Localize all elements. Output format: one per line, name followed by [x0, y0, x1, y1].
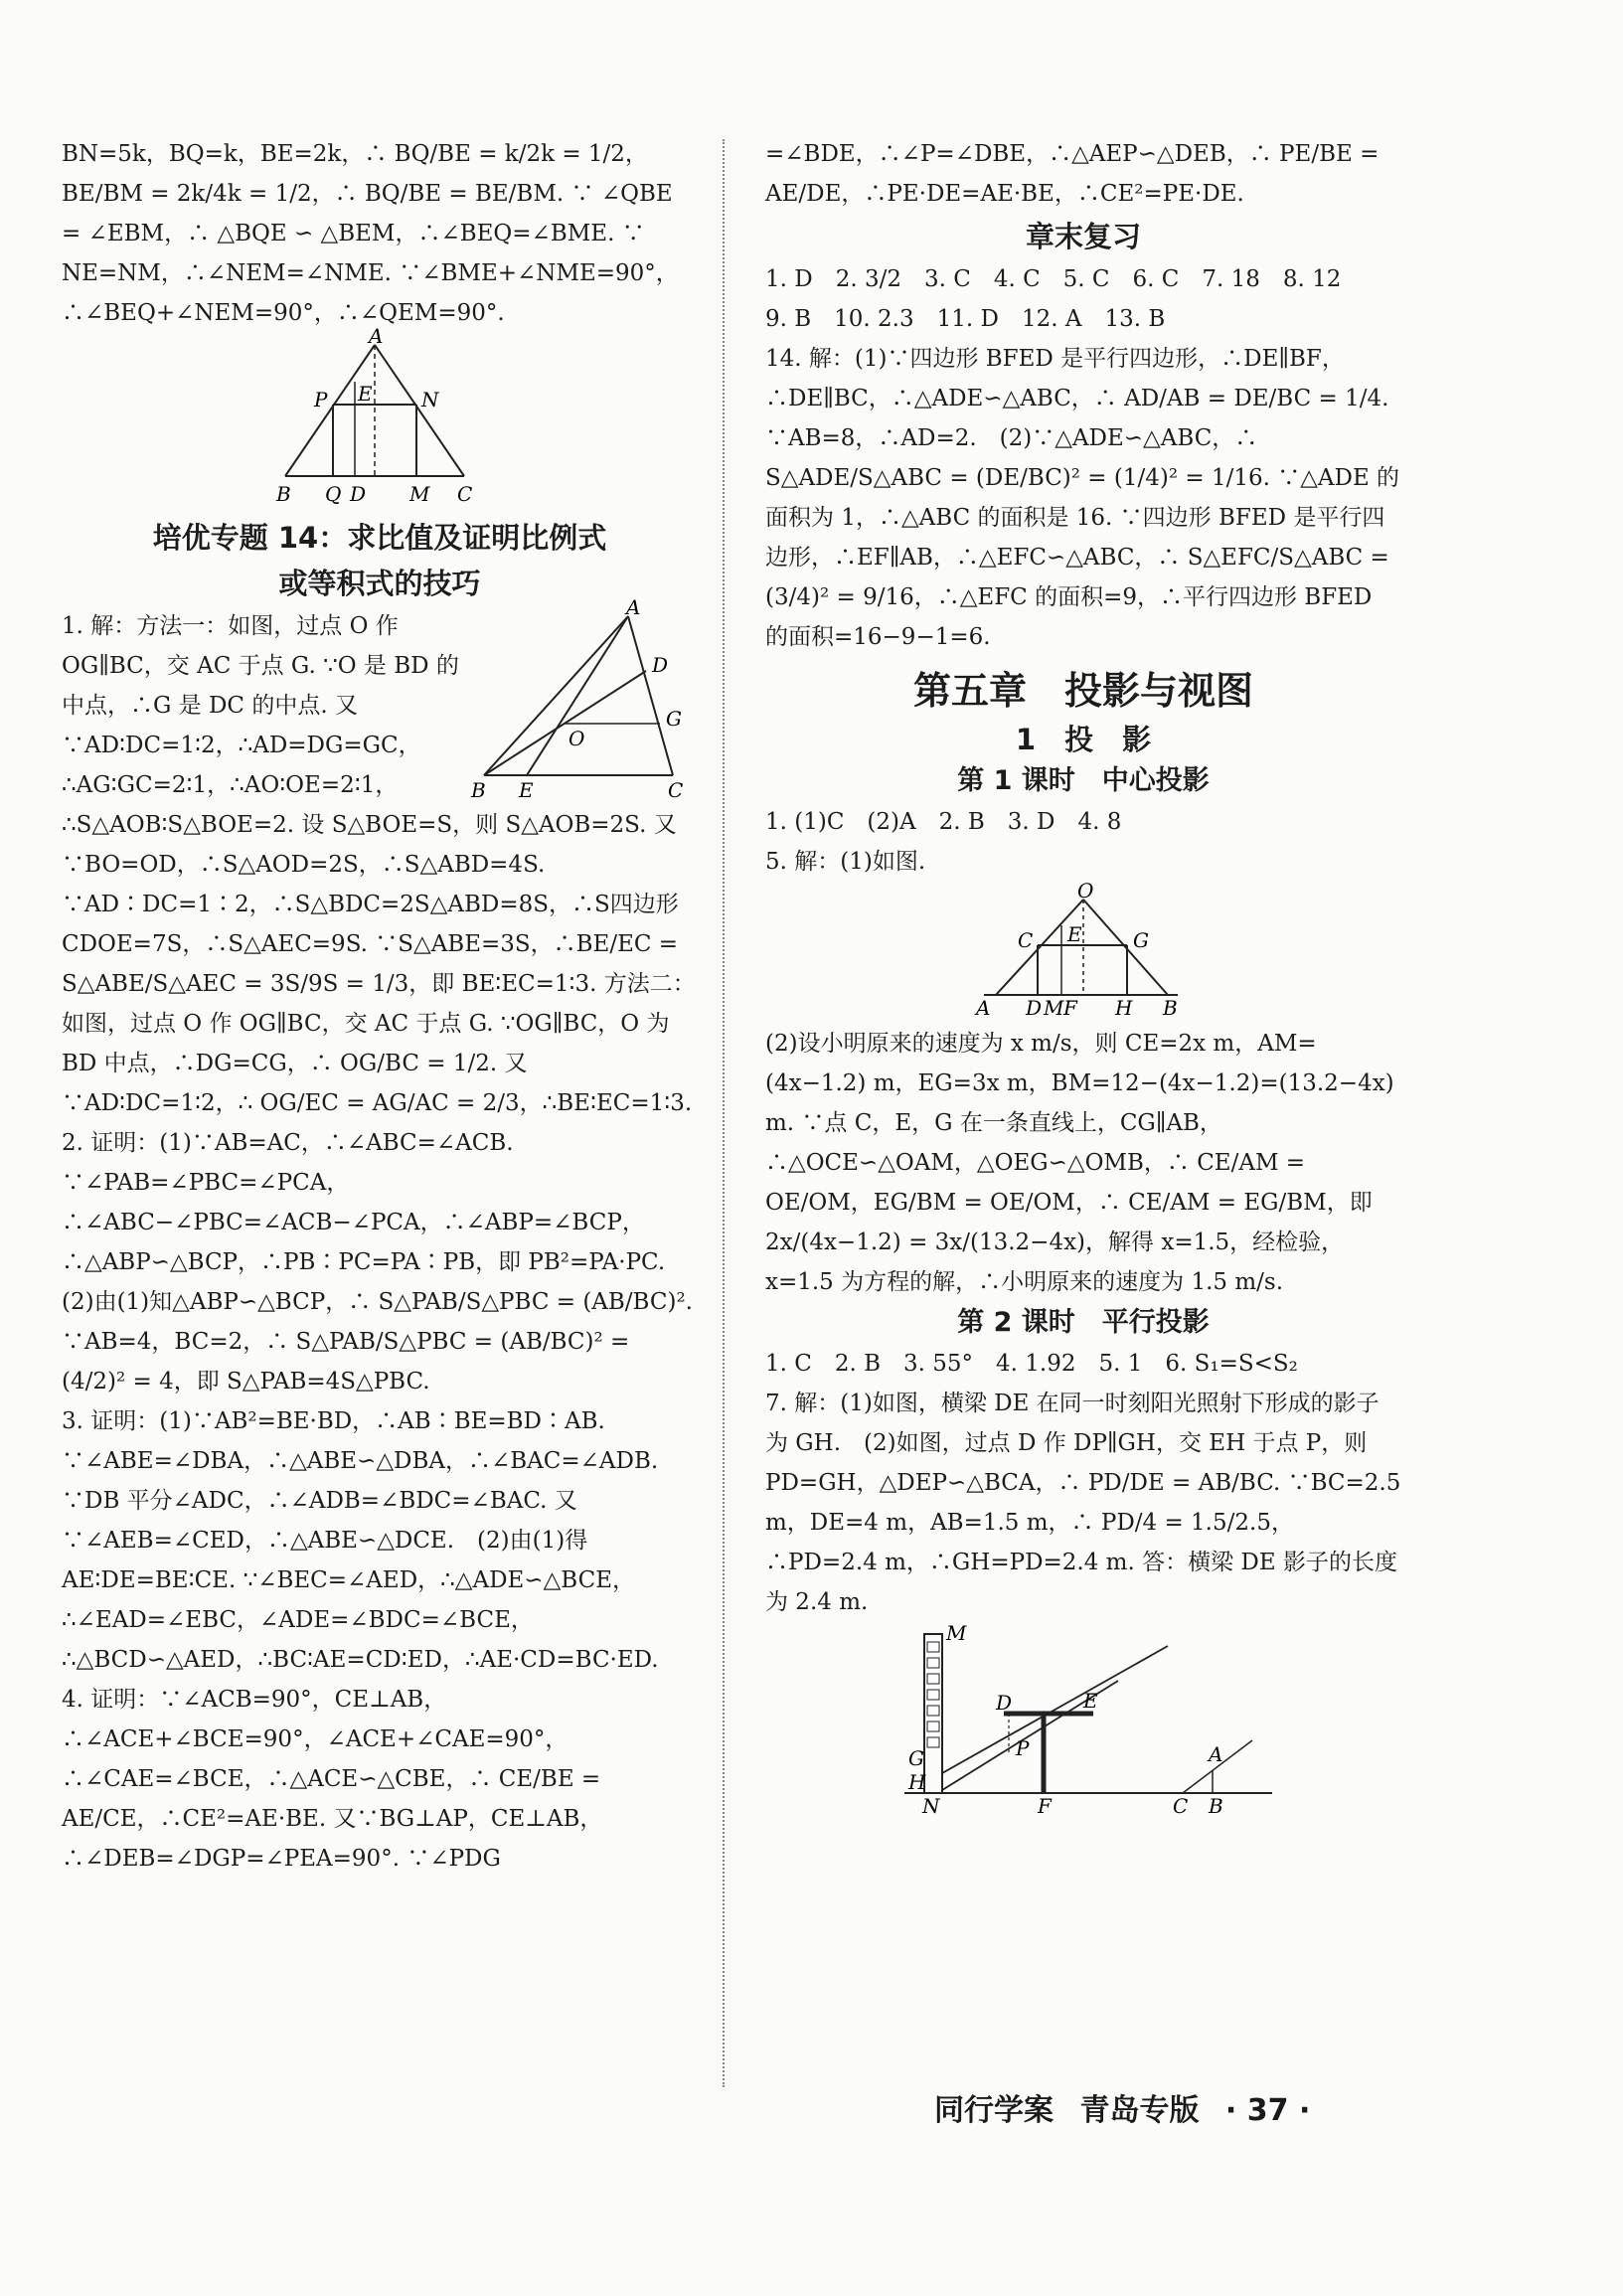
trapezoid-triangle-figure	[270, 324, 489, 511]
review-title: 章末复习	[1025, 220, 1141, 253]
section-title-line1: 培优专题 14：求比值及证明比例式	[152, 521, 607, 555]
question-1-text: 1. 解：方法一：如图，过点 O 作 OG∥BC，交 AC 于点 G. ∵O 是 BD 的中点，∴G 是 DC 的中点. 又∵AD∶DC=1∶2，∴AD=DG=GC，∴AG∶GC=2∶1，∴AO∶OE=2∶1，∴S△AOB∶S△BOE=2. 设 S△BOE=S，则 S△AOB=2S. 又∵BO=OD，∴S△AOD=2S，∴S△ABD=4S. ∵AD∶DC=1∶2，∴S△BDC=2S△ABD=8S，∴S四边形CDOE=7S，∴S△AEC=9S. ∵S△ABE=3S，∴BE/EC = S△ABE/S△AEC = 3S/9S = 1/3，即 BE∶EC=1∶3. 方法二：如图，过点 O 作 OG∥BC，交 AC 于点 G. ∵OG∥BC，O 为 BD 中点，∴DG=CG，∴ OG/BC = 1/2. 又∵AD∶DC=1∶2，∴ OG/EC = AG/AC = 2/3，∴BE∶EC=1∶3.	[62, 613, 696, 1116]
continued-solution-text: BN=5k，BQ=k，BE=2k，∴ BQ/BE = k/2k = 1/2，BE/BM = 2k/4k = 1/2，∴ BQ/BE = BE/BM. ∵ ∠QBE = ∠EBM，∴ △BQE ∽ △BEM，∴∠BEQ=∠BME. ∵ NE=NM，∴∠NEM=∠NME. ∵∠BME+∠NME=90°，∴∠BEQ+∠NEM=90°，∴∠QEM=90°.	[62, 141, 679, 326]
fig2-label: G	[666, 707, 682, 731]
fig3-label: B	[1163, 996, 1178, 1020]
fig2-label: B	[471, 778, 486, 802]
fig2-label: O	[568, 727, 585, 750]
fig3-label: E	[1067, 922, 1082, 946]
fig4-label: A	[1209, 1742, 1223, 1766]
fig3-label: F	[1063, 996, 1077, 1020]
fig1-label: E	[358, 382, 373, 406]
question-1-block	[62, 595, 698, 1123]
fig4-label: M	[946, 1621, 967, 1645]
question-3-text: 3. 证明：(1)∵AB²=BE·BD，∴AB∶BE=BD∶AB. ∵∠ABE=∠DBA，∴△ABE∽△DBA，∴∠BAC=∠ADB. ∵DB 平分∠ADC，∴∠ADB=∠BDC=∠BAC. 又∵∠AEB=∠CED，∴△ABE∽△DCE. (2)由(1)得 AE∶DE=BE∶CE. ∵∠BEC=∠AED，∴△ADE∽△BCE，∴∠EAD=∠EBC，∠ADE=∠BDC=∠BCE，∴△BCD∽△AED，∴BC∶AE=CD∶ED，∴AE·CD=BC·ED.	[62, 1408, 659, 1673]
section-title-line2: 或等积式的技巧	[278, 567, 481, 600]
fig4-label: F	[1038, 1794, 1052, 1818]
fig4-label: H	[908, 1770, 926, 1794]
fig2-label: C	[668, 778, 684, 802]
lesson-1-question-5a: 5. 解：(1)如图.	[765, 849, 926, 875]
fig4-label: D	[996, 1691, 1013, 1715]
review-answers-row-1: 1. D 2. 3/2 3. C 4. C 5. C 6. C 7. 18 8. 12	[765, 266, 1342, 292]
fig4-label: B	[1209, 1794, 1223, 1818]
lesson-2-title: 第 2 课时 平行投影	[957, 1307, 1210, 1338]
fig4-label: G	[908, 1746, 924, 1770]
review-answers-row-2: 9. B 10. 2.3 11. D 12. A 13. B	[765, 306, 1166, 332]
left-column	[62, 134, 698, 1879]
footer-brand: 同行学案	[934, 2093, 1054, 2128]
page-number: · 37 ·	[1224, 2093, 1311, 2128]
fig4-label: N	[922, 1794, 940, 1818]
fig1-label: A	[369, 324, 384, 348]
lesson-1-question-5b: (2)设小明原来的速度为 x m/s，则 CE=2x m，AM=(4x−1.2) m，EG=3x m，BM=12−(4x−1.2)=(13.2−4x) m. ∵点 C，E，G 在一条直线上，CG∥AB，∴△OCE∽△OAM，△OEG∽△OMB，∴ CE/AM = OE/OM，EG/BM = OE/OM，∴ CE/AM = EG/BM，即 2x/(4x−1.2) = 3x/(13.2−4x)，解得 x=1.5，经检验，x=1.5 为方程的解，∴小明原来的速度为 1.5 m/s.	[765, 1031, 1394, 1295]
fig1-label: Q	[325, 482, 342, 506]
lesson-1-answers: 1. (1)C (2)A 2. B 3. D 4. 8	[765, 809, 1122, 835]
page-footer	[934, 2085, 1326, 2129]
fig2-label: D	[652, 653, 669, 677]
column-divider	[723, 139, 725, 2087]
fig3-label: A	[976, 996, 991, 1020]
question-2-text: 2. 证明：(1)∵AB=AC，∴∠ABC=∠ACB. ∵∠PAB=∠PBC=∠PCA，∴∠ABC−∠PBC=∠ACB−∠PCA，∴∠ABP=∠BCP，∴△ABP∽△BCP，∴PB∶PC=PA∶PB，即 PB²=PA·PC. (2)由(1)知△ABP∽△BCP，∴ S△PAB/S△PBC = (AB/BC)². ∵AB=4，BC=2，∴ S△PAB/S△PBC = (AB/BC)² = (4/2)² = 4，即 S△PAB=4S△PBC.	[62, 1130, 693, 1394]
fig2-label: A	[626, 595, 641, 619]
fig3-label: G	[1133, 928, 1149, 952]
right-column	[765, 134, 1401, 1819]
lesson-2-answers: 1. C 2. B 3. 55° 4. 1.92 5. 1 6. S₁=S<S₂	[765, 1351, 1298, 1377]
fig1-label: C	[457, 482, 473, 506]
central-projection-figure	[974, 879, 1193, 1020]
fig1-label: B	[276, 482, 291, 506]
footer-edition: 青岛专版	[1079, 2093, 1200, 2128]
question-14-text: 14. 解：(1)∵四边形 BFED 是平行四边形，∴DE∥BF，∴DE∥BC，∴△ADE∽△ABC，∴ AD/AB = DE/BC = 1/4. ∵AB=8，∴AD=2. (2)∵△ADE∽△ABC，∴ S△ADE/S△ABC = (DE/BC)² = (1/4)² = 1/16. ∵△ADE 的面积为 1，∴△ABC 的面积是 16. ∵四边形 BFED 是平行四边形，∴EF∥AB，∴△EFC∽△ABC，∴ S△EFC/S△ABC = (3/4)² = 9/16，∴△EFC 的面积=9，∴平行四边形 BFED 的面积=16−9−1=6.	[765, 346, 1400, 650]
fig3-label: D	[1026, 996, 1043, 1020]
fig3-label: O	[1077, 879, 1094, 902]
fig3-label: C	[1018, 928, 1034, 952]
lesson-2-question-7: 7. 解：(1)如图，横梁 DE 在同一时刻阳光照射下形成的影子为 GH. (2)如图，过点 D 作 DP∥GH，交 EH 于点 P，则 PD=GH，△DEP∽△BCA，∴ PD/DE = AB/BC. ∵BC=2.5 m，DE=4 m，AB=1.5 m，∴ PD/4 = 1.5/2.5，∴PD=2.4 m，∴GH=PD=2.4 m. 答：横梁 DE 影子的长度为 2.4 m.	[765, 1391, 1401, 1615]
triangle-bisector-figure	[469, 595, 698, 802]
chapter-title: 第五章 投影与视图	[912, 669, 1253, 713]
fig1-label: P	[314, 388, 328, 411]
fig1-label: N	[421, 388, 439, 411]
section-subtitle: 1 投 影	[1015, 723, 1152, 756]
fig3-label: H	[1115, 996, 1133, 1020]
continued-solution-text-2: =∠BDE，∴∠P=∠DBE，∴△AEP∽△DEB，∴ PE/BE = AE/DE，∴PE·DE=AE·BE，∴CE²=PE·DE.	[765, 141, 1380, 207]
fig4-label: C	[1173, 1794, 1189, 1818]
fig1-label: M	[409, 482, 430, 506]
fig1-label: D	[350, 482, 367, 506]
question-4-text: 4. 证明：∵∠ACB=90°，CE⊥AB，∴∠ACE+∠BCE=90°，∠ACE+∠CAE=90°，∴∠CAE=∠BCE，∴△ACE∽△CBE，∴ CE/BE = AE/CE，∴CE²=AE·BE. 又∵BG⊥AP，CE⊥AB，∴∠DEB=∠DGP=∠PEA=90°. ∵∠PDG	[62, 1687, 603, 1872]
fig4-label: P	[1016, 1736, 1030, 1760]
fig3-label: M	[1044, 996, 1064, 1020]
fig4-label: E	[1083, 1689, 1098, 1713]
fig2-label: E	[519, 778, 534, 802]
parallel-projection-figure	[885, 1621, 1282, 1818]
lesson-1-title: 第 1 课时 中心投影	[957, 765, 1210, 796]
